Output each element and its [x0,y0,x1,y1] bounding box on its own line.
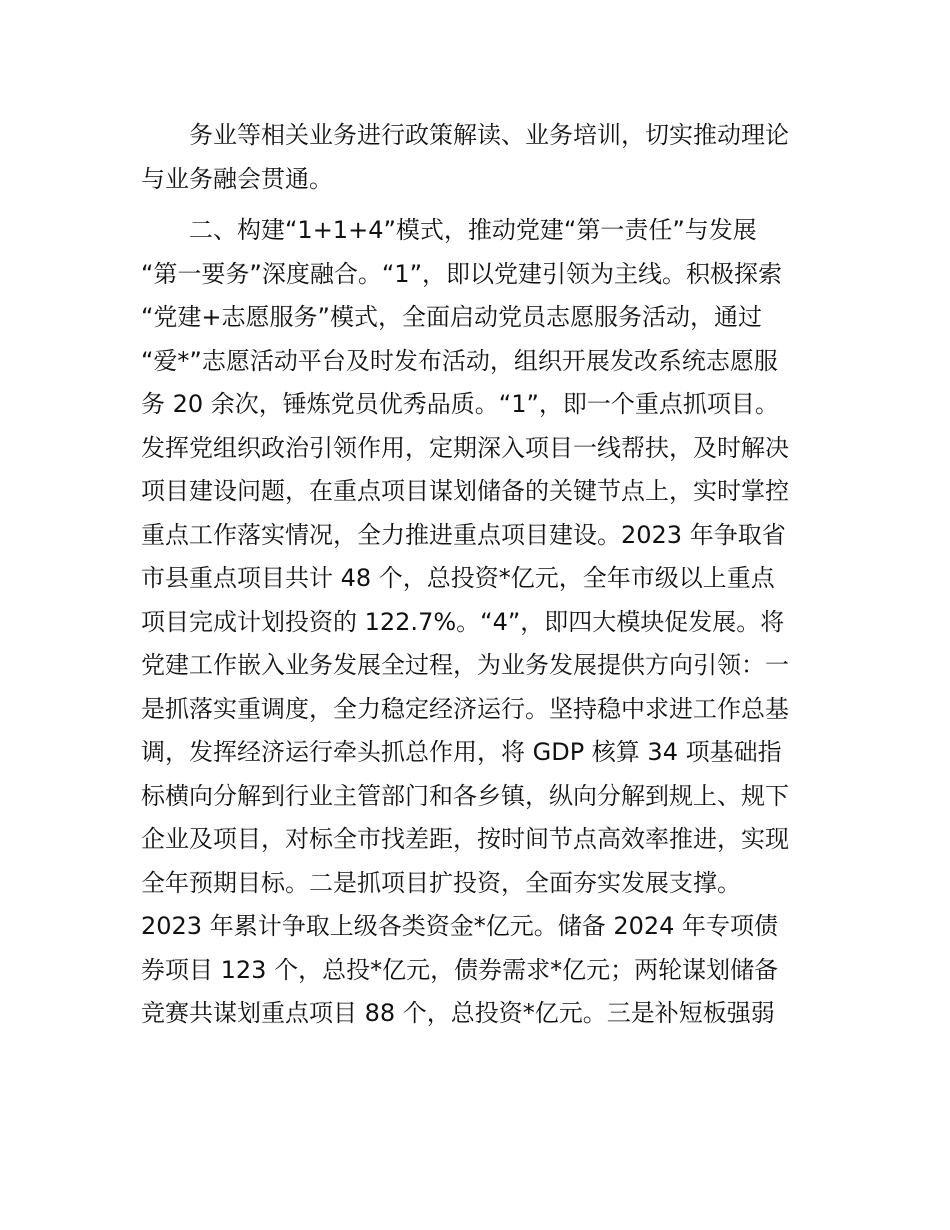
paragraph-1 [141,114,813,201]
text-line: 竞赛共谋划重点项目 88 个，总投资*亿元。三是补短板强弱 [141,999,775,1027]
text-line: “第一要务”深度融合。“1”，即以党建引领为主线。积极探索 [141,259,783,288]
text-line: “党建+志愿服务”模式，全面启动党员志愿服务活动，通过 [141,303,762,331]
paragraph-spacer [141,201,813,209]
text-line: 务 20 余次，锤炼党员优秀品质。“1”，即一个重点抓项目。 [141,390,779,418]
text-line: 务业等相关业务进行政策解读、业务培训，切实推动理论 [189,121,789,149]
paragraph-2 [141,209,813,1036]
text-line: 调，发挥经济运行牵头抓总作用，将 GDP 核算 34 项基础指 [141,738,782,766]
document-page [141,114,813,1036]
text-line: 2023 年累计争取上级各类资金*亿元。储备 2024 年专项债 [141,912,779,940]
text-line: 重点工作落实情况，全力推进重点项目建设。2023 年争取省 [141,520,786,549]
text-line: 券项目 123 个，总投*亿元，债券需求*亿元；两轮谋划储备 [141,955,779,984]
text-line: 标横向分解到行业主管部门和各乡镇，纵向分解到规上、规下 [141,781,789,810]
text-line: 企业及项目，对标全市找差距，按时间节点高效率推进，实现 [141,825,789,853]
section-heading-line: 二、构建“1+1+4”模式，推动党建“第一责任”与发展 [189,216,757,244]
text-line: 项目完成计划投资的 122.7%。“4”，即四大模块促发展。将 [141,607,785,636]
text-line: 党建工作嵌入业务发展全过程，为业务发展提供方向引领：一 [141,651,789,679]
text-line: 发挥党组织政治引领作用，定期深入项目一线帮扶，及时解决 [141,433,789,462]
text-line: 项目建设问题，在重点项目谋划储备的关键节点上，实时掌控 [141,477,789,505]
text-line: 与业务融会贯通。 [141,164,333,193]
text-line: “爱*”志愿活动平台及时发布活动，组织开展发改系统志愿服 [141,346,778,375]
text-line: 市县重点项目共计 48 个，总投资*亿元，全年市级以上重点 [141,564,775,592]
text-line: 全年预期目标。二是抓项目扩投资，全面夯实发展支撑。 [141,868,741,897]
text-line: 是抓落实重调度，全力稳定经济运行。坚持稳中求进工作总基 [141,694,789,723]
